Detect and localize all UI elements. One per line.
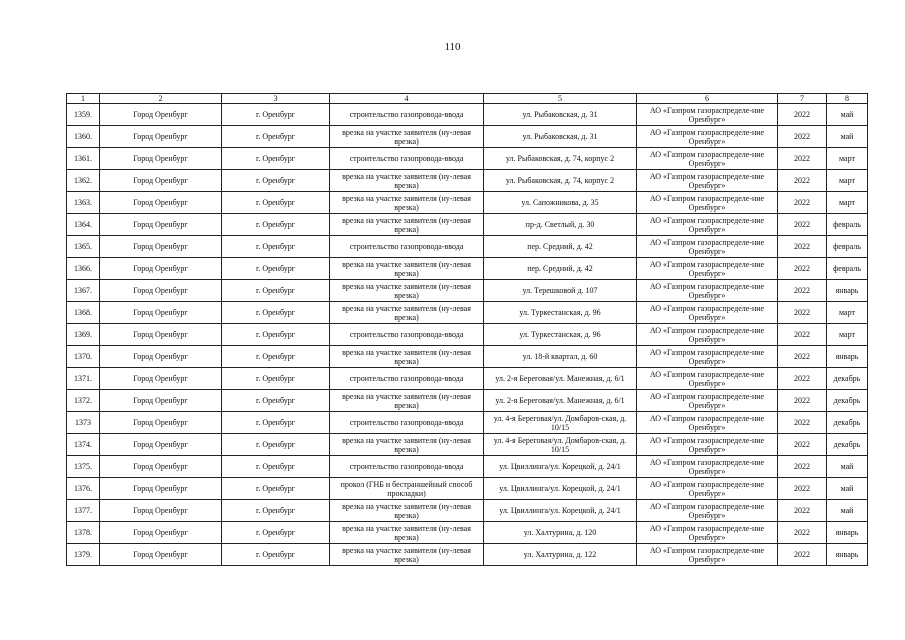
cell-year: 2022 bbox=[778, 104, 827, 126]
header-cell: 1 bbox=[67, 94, 100, 104]
cell-address: ул. Туркестанская, д. 96 bbox=[484, 324, 637, 346]
header-row bbox=[67, 94, 868, 104]
header-cell: 2 bbox=[100, 94, 222, 104]
cell-row-number: 1367. bbox=[67, 280, 100, 302]
cell-work-type: врезка на участке заявителя (ну-левая врезка) bbox=[330, 346, 484, 368]
cell-municipality: Город Оренбург bbox=[100, 412, 222, 434]
cell-municipality: Город Оренбург bbox=[100, 456, 222, 478]
cell-municipality: Город Оренбург bbox=[100, 500, 222, 522]
cell-address: ул. 18-й квартал, д. 60 bbox=[484, 346, 637, 368]
header-cell: 7 bbox=[778, 94, 827, 104]
cell-organization: АО «Газпром газораспределе-ние Оренбург» bbox=[637, 368, 778, 390]
cell-address: ул. Туркестанская, д. 96 bbox=[484, 302, 637, 324]
table-row bbox=[67, 104, 868, 126]
cell-municipality: Город Оренбург bbox=[100, 280, 222, 302]
page-number: 110 bbox=[444, 41, 461, 53]
cell-settlement: г. Оренбург bbox=[222, 500, 330, 522]
cell-address: ул. Сапожникова, д. 35 bbox=[484, 192, 637, 214]
cell-work-type: строительство газопровода-ввода bbox=[330, 148, 484, 170]
cell-work-type: строительство газопровода-ввода bbox=[330, 104, 484, 126]
cell-address: ул. 4-я Береговая/ул. Домбаров-ская, д. 10/15 bbox=[484, 434, 637, 456]
cell-work-type: врезка на участке заявителя (ну-левая врезка) bbox=[330, 390, 484, 412]
cell-settlement: г. Оренбург bbox=[222, 170, 330, 192]
cell-row-number: 1369. bbox=[67, 324, 100, 346]
cell-address: ул. Цвиллинга/ул. Корецкой, д. 24/1 bbox=[484, 478, 637, 500]
cell-settlement: г. Оренбург bbox=[222, 236, 330, 258]
cell-row-number: 1377. bbox=[67, 500, 100, 522]
cell-month: март bbox=[827, 302, 868, 324]
header-cell: 5 bbox=[484, 94, 637, 104]
cell-address: пр-д. Светлый, д. 30 bbox=[484, 214, 637, 236]
cell-month: февраль bbox=[827, 258, 868, 280]
cell-work-type: врезка на участке заявителя (ну-левая врезка) bbox=[330, 500, 484, 522]
cell-row-number: 1359. bbox=[67, 104, 100, 126]
table-row bbox=[67, 148, 868, 170]
cell-year: 2022 bbox=[778, 302, 827, 324]
cell-organization: АО «Газпром газораспределе-ние Оренбург» bbox=[637, 126, 778, 148]
cell-year: 2022 bbox=[778, 368, 827, 390]
cell-year: 2022 bbox=[778, 236, 827, 258]
cell-month: май bbox=[827, 500, 868, 522]
cell-year: 2022 bbox=[778, 390, 827, 412]
cell-settlement: г. Оренбург bbox=[222, 368, 330, 390]
cell-settlement: г. Оренбург bbox=[222, 214, 330, 236]
cell-month: январь bbox=[827, 280, 868, 302]
cell-month: декабрь bbox=[827, 368, 868, 390]
cell-year: 2022 bbox=[778, 544, 827, 566]
table-row bbox=[67, 346, 868, 368]
cell-year: 2022 bbox=[778, 192, 827, 214]
cell-municipality: Город Оренбург bbox=[100, 368, 222, 390]
cell-municipality: Город Оренбург bbox=[100, 104, 222, 126]
cell-organization: АО «Газпром газораспределе-ние Оренбург» bbox=[637, 544, 778, 566]
cell-month: декабрь bbox=[827, 412, 868, 434]
cell-organization: АО «Газпром газораспределе-ние Оренбург» bbox=[637, 148, 778, 170]
cell-municipality: Город Оренбург bbox=[100, 324, 222, 346]
cell-row-number: 1368. bbox=[67, 302, 100, 324]
cell-settlement: г. Оренбург bbox=[222, 412, 330, 434]
cell-organization: АО «Газпром газораспределе-ние Оренбург» bbox=[637, 170, 778, 192]
cell-year: 2022 bbox=[778, 170, 827, 192]
cell-work-type: врезка на участке заявителя (ну-левая врезка) bbox=[330, 434, 484, 456]
cell-year: 2022 bbox=[778, 214, 827, 236]
cell-organization: АО «Газпром газораспределе-ние Оренбург» bbox=[637, 236, 778, 258]
cell-month: май bbox=[827, 104, 868, 126]
cell-organization: АО «Газпром газораспределе-ние Оренбург» bbox=[637, 412, 778, 434]
cell-municipality: Город Оренбург bbox=[100, 390, 222, 412]
cell-row-number: 1372. bbox=[67, 390, 100, 412]
cell-work-type: врезка на участке заявителя (ну-левая врезка) bbox=[330, 192, 484, 214]
cell-address: ул. 2-я Береговая/ул. Манежная, д. 6/1 bbox=[484, 368, 637, 390]
cell-work-type: врезка на участке заявителя (ну-левая врезка) bbox=[330, 302, 484, 324]
cell-row-number: 1373 bbox=[67, 412, 100, 434]
cell-settlement: г. Оренбург bbox=[222, 434, 330, 456]
cell-year: 2022 bbox=[778, 148, 827, 170]
cell-settlement: г. Оренбург bbox=[222, 192, 330, 214]
table-row bbox=[67, 412, 868, 434]
cell-year: 2022 bbox=[778, 522, 827, 544]
cell-address: пер. Средний, д. 42 bbox=[484, 236, 637, 258]
cell-organization: АО «Газпром газораспределе-ние Оренбург» bbox=[637, 390, 778, 412]
table-row bbox=[67, 236, 868, 258]
header-cell: 4 bbox=[330, 94, 484, 104]
header-cell: 6 bbox=[637, 94, 778, 104]
cell-municipality: Город Оренбург bbox=[100, 192, 222, 214]
cell-organization: АО «Газпром газораспределе-ние Оренбург» bbox=[637, 280, 778, 302]
cell-year: 2022 bbox=[778, 346, 827, 368]
cell-month: май bbox=[827, 126, 868, 148]
cell-organization: АО «Газпром газораспределе-ние Оренбург» bbox=[637, 214, 778, 236]
cell-address: ул. 4-я Береговая/ул. Домбаров-ская, д. 10/15 bbox=[484, 412, 637, 434]
table-row bbox=[67, 280, 868, 302]
table-row bbox=[67, 544, 868, 566]
cell-address: ул. Рыбаковская, д. 31 bbox=[484, 126, 637, 148]
cell-work-type: врезка на участке заявителя (ну-левая врезка) bbox=[330, 522, 484, 544]
cell-month: декабрь bbox=[827, 434, 868, 456]
cell-organization: АО «Газпром газораспределе-ние Оренбург» bbox=[637, 522, 778, 544]
cell-row-number: 1374. bbox=[67, 434, 100, 456]
cell-month: февраль bbox=[827, 236, 868, 258]
table-row bbox=[67, 500, 868, 522]
cell-work-type: прокол (ГНБ и бестраншейный способ прокладки) bbox=[330, 478, 484, 500]
cell-settlement: г. Оренбург bbox=[222, 544, 330, 566]
cell-row-number: 1370. bbox=[67, 346, 100, 368]
cell-organization: АО «Газпром газораспределе-ние Оренбург» bbox=[637, 346, 778, 368]
cell-organization: АО «Газпром газораспределе-ние Оренбург» bbox=[637, 500, 778, 522]
cell-settlement: г. Оренбург bbox=[222, 456, 330, 478]
table-row bbox=[67, 456, 868, 478]
cell-organization: АО «Газпром газораспределе-ние Оренбург» bbox=[637, 456, 778, 478]
cell-municipality: Город Оренбург bbox=[100, 522, 222, 544]
cell-settlement: г. Оренбург bbox=[222, 324, 330, 346]
cell-municipality: Город Оренбург bbox=[100, 214, 222, 236]
table-row bbox=[67, 258, 868, 280]
cell-address: ул. Терешковой д. 107 bbox=[484, 280, 637, 302]
cell-month: март bbox=[827, 192, 868, 214]
cell-organization: АО «Газпром газораспределе-ние Оренбург» bbox=[637, 258, 778, 280]
cell-year: 2022 bbox=[778, 258, 827, 280]
cell-municipality: Город Оренбург bbox=[100, 302, 222, 324]
cell-work-type: строительство газопровода-ввода bbox=[330, 236, 484, 258]
table-row bbox=[67, 214, 868, 236]
table-row bbox=[67, 434, 868, 456]
cell-work-type: строительство газопровода-ввода bbox=[330, 456, 484, 478]
cell-work-type: врезка на участке заявителя (ну-левая врезка) bbox=[330, 126, 484, 148]
cell-work-type: строительство газопровода-ввода bbox=[330, 368, 484, 390]
cell-address: ул. Рыбаковская, д. 31 bbox=[484, 104, 637, 126]
cell-organization: АО «Газпром газораспределе-ние Оренбург» bbox=[637, 434, 778, 456]
cell-municipality: Город Оренбург bbox=[100, 434, 222, 456]
cell-municipality: Город Оренбург bbox=[100, 148, 222, 170]
cell-settlement: г. Оренбург bbox=[222, 522, 330, 544]
cell-month: май bbox=[827, 478, 868, 500]
cell-settlement: г. Оренбург bbox=[222, 258, 330, 280]
cell-work-type: врезка на участке заявителя (ну-левая врезка) bbox=[330, 280, 484, 302]
cell-address: ул. Цвиллинга/ул. Корецкой, д. 24/1 bbox=[484, 456, 637, 478]
table-row bbox=[67, 126, 868, 148]
cell-address: ул. Халтурина, д. 122 bbox=[484, 544, 637, 566]
cell-municipality: Город Оренбург bbox=[100, 544, 222, 566]
cell-municipality: Город Оренбург bbox=[100, 170, 222, 192]
table-row bbox=[67, 324, 868, 346]
cell-year: 2022 bbox=[778, 126, 827, 148]
cell-settlement: г. Оренбург bbox=[222, 104, 330, 126]
cell-month: февраль bbox=[827, 214, 868, 236]
cell-row-number: 1378. bbox=[67, 522, 100, 544]
cell-settlement: г. Оренбург bbox=[222, 148, 330, 170]
table-row bbox=[67, 192, 868, 214]
table-row bbox=[67, 302, 868, 324]
cell-address: пер. Средний, д. 42 bbox=[484, 258, 637, 280]
cell-settlement: г. Оренбург bbox=[222, 478, 330, 500]
cell-organization: АО «Газпром газораспределе-ние Оренбург» bbox=[637, 104, 778, 126]
cell-row-number: 1361. bbox=[67, 148, 100, 170]
cell-address: ул. Рыбаковская, д. 74, корпус 2 bbox=[484, 148, 637, 170]
cell-work-type: врезка на участке заявителя (ну-левая врезка) bbox=[330, 258, 484, 280]
cell-address: ул. Цвиллинга/ул. Корецкой, д. 24/1 bbox=[484, 500, 637, 522]
cell-year: 2022 bbox=[778, 412, 827, 434]
header-cell: 8 bbox=[827, 94, 868, 104]
table-row bbox=[67, 478, 868, 500]
cell-row-number: 1366. bbox=[67, 258, 100, 280]
cell-work-type: врезка на участке заявителя (ну-левая врезка) bbox=[330, 170, 484, 192]
cell-organization: АО «Газпром газораспределе-ние Оренбург» bbox=[637, 324, 778, 346]
cell-month: май bbox=[827, 456, 868, 478]
header-cell: 3 bbox=[222, 94, 330, 104]
cell-municipality: Город Оренбург bbox=[100, 258, 222, 280]
cell-month: январь bbox=[827, 522, 868, 544]
table-row bbox=[67, 170, 868, 192]
cell-organization: АО «Газпром газораспределе-ние Оренбург» bbox=[637, 302, 778, 324]
cell-month: декабрь bbox=[827, 390, 868, 412]
cell-row-number: 1371. bbox=[67, 368, 100, 390]
cell-municipality: Город Оренбург bbox=[100, 236, 222, 258]
cell-year: 2022 bbox=[778, 280, 827, 302]
cell-municipality: Город Оренбург bbox=[100, 346, 222, 368]
table-row bbox=[67, 368, 868, 390]
cell-row-number: 1360. bbox=[67, 126, 100, 148]
cell-municipality: Город Оренбург bbox=[100, 478, 222, 500]
cell-row-number: 1363. bbox=[67, 192, 100, 214]
cell-settlement: г. Оренбург bbox=[222, 126, 330, 148]
cell-row-number: 1375. bbox=[67, 456, 100, 478]
cell-settlement: г. Оренбург bbox=[222, 302, 330, 324]
cell-organization: АО «Газпром газораспределе-ние Оренбург» bbox=[637, 478, 778, 500]
cell-year: 2022 bbox=[778, 478, 827, 500]
cell-year: 2022 bbox=[778, 324, 827, 346]
table-row bbox=[67, 522, 868, 544]
cell-settlement: г. Оренбург bbox=[222, 280, 330, 302]
cell-address: ул. Рыбаковская, д. 74, корпус 2 bbox=[484, 170, 637, 192]
cell-work-type: врезка на участке заявителя (ну-левая врезка) bbox=[330, 544, 484, 566]
cell-month: январь bbox=[827, 346, 868, 368]
cell-row-number: 1364. bbox=[67, 214, 100, 236]
cell-settlement: г. Оренбург bbox=[222, 346, 330, 368]
table-body bbox=[67, 104, 868, 566]
cell-municipality: Город Оренбург bbox=[100, 126, 222, 148]
cell-month: март bbox=[827, 324, 868, 346]
cell-month: январь bbox=[827, 544, 868, 566]
cell-settlement: г. Оренбург bbox=[222, 390, 330, 412]
cell-row-number: 1376. bbox=[67, 478, 100, 500]
cell-month: март bbox=[827, 170, 868, 192]
cell-address: ул. Халтурина, д. 120 bbox=[484, 522, 637, 544]
cell-work-type: строительство газопровода-ввода bbox=[330, 412, 484, 434]
cell-row-number: 1379. bbox=[67, 544, 100, 566]
cell-work-type: строительство газопровода-ввода bbox=[330, 324, 484, 346]
cell-work-type: врезка на участке заявителя (ну-левая врезка) bbox=[330, 214, 484, 236]
cell-year: 2022 bbox=[778, 456, 827, 478]
cell-year: 2022 bbox=[778, 434, 827, 456]
cell-month: март bbox=[827, 148, 868, 170]
cell-year: 2022 bbox=[778, 500, 827, 522]
cell-row-number: 1362. bbox=[67, 170, 100, 192]
registry-table bbox=[66, 93, 868, 566]
table-row bbox=[67, 390, 868, 412]
cell-organization: АО «Газпром газораспределе-ние Оренбург» bbox=[637, 192, 778, 214]
cell-address: ул. 2-я Береговая/ул. Манежная, д. 6/1 bbox=[484, 390, 637, 412]
cell-row-number: 1365. bbox=[67, 236, 100, 258]
